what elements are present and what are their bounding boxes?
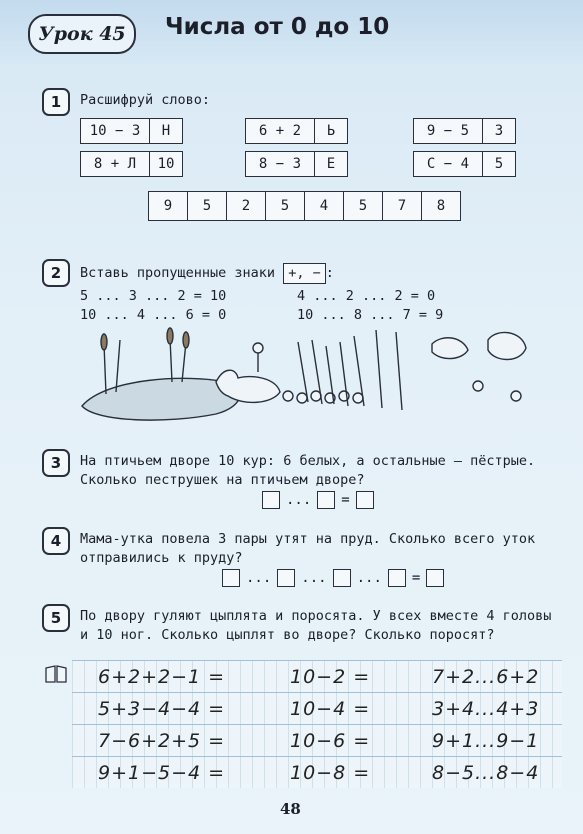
handwritten-expression: 10−4 = [290, 698, 371, 720]
cipher-expression: 8 + Л [93, 156, 137, 172]
handwritten-comparison: 3+4...4+3 [432, 698, 540, 720]
handwritten-expression: 5+3−4−4 = [98, 698, 226, 720]
dots: ... [286, 492, 312, 508]
task-number-3: 3 [42, 449, 70, 477]
task1-prompt: Расшифруй слово: [80, 92, 211, 108]
signs-box: +, − [283, 263, 326, 284]
answer-cell[interactable]: 5 [343, 192, 382, 220]
answer-box[interactable] [222, 569, 240, 587]
cipher-expression: С − 4 [426, 156, 470, 172]
cipher-expression: 10 − 3 [89, 123, 141, 139]
ducklings [283, 391, 363, 403]
dots: ... [356, 570, 382, 586]
cipher-card [80, 118, 183, 144]
answer-box[interactable] [262, 491, 280, 509]
task2-prompt [80, 263, 334, 284]
cipher-card [80, 151, 183, 177]
answer-box[interactable] [356, 491, 374, 509]
missing-signs-line: 10 ... 4 ... 6 = 0 [80, 307, 227, 323]
answer-cell[interactable]: 9 [163, 198, 173, 214]
answer-cell[interactable]: 7 [382, 192, 421, 220]
answer-box[interactable] [388, 569, 406, 587]
lesson-badge: Урок 45 [28, 14, 136, 54]
answer-cell[interactable]: 2 [226, 192, 265, 220]
task5-line2: и 10 ног. Сколько цыплят во дворе? Сколько поросят? [80, 627, 495, 643]
cipher-expression: 9 − 5 [426, 123, 470, 139]
answer-cell[interactable]: 5 [265, 192, 304, 220]
task-number-1: 1 [42, 88, 70, 116]
task2-prompt-text: Вставь пропущенные знаки [80, 265, 276, 281]
hen [432, 338, 468, 359]
task3-line1: На птичьем дворе 10 кур: 6 белых, а остальные — пёстрые. [80, 453, 536, 469]
equals-sign: = [411, 570, 421, 586]
handwritten-comparison: 7+2...6+2 [432, 666, 540, 688]
chick [511, 391, 521, 401]
task4-line1: Мама-утка повела 3 пары утят на пруд. Сколько всего уток [80, 531, 536, 547]
page-title: Числа от 0 до 10 [165, 14, 390, 40]
answer-grid [148, 191, 461, 221]
answer-cell[interactable]: 8 [421, 192, 460, 220]
missing-signs-line: 5 ... 3 ... 2 = 10 [80, 288, 227, 304]
answer-cell[interactable]: 4 [304, 192, 343, 220]
cipher-letter: З [482, 119, 515, 143]
answer-box[interactable] [317, 491, 335, 509]
cipher-card [245, 151, 348, 177]
handwritten-expression: 7−6+2+5 = [98, 730, 226, 752]
cipher-card [245, 118, 348, 144]
cipher-letter: Н [149, 119, 182, 143]
missing-signs-line: 10 ... 8 ... 7 = 9 [297, 307, 444, 323]
chick [473, 381, 483, 391]
task4-answer-equation [222, 569, 444, 587]
handwritten-expression: 6+2+2−1 = [98, 666, 226, 688]
answer-cell[interactable]: 5 [187, 192, 226, 220]
cipher-card [413, 151, 516, 177]
task-number-4: 4 [42, 527, 70, 555]
book-icon [44, 664, 68, 684]
answer-box[interactable] [333, 569, 351, 587]
missing-signs-line: 4 ... 2 ... 2 = 0 [297, 288, 436, 304]
cipher-letter: 10 [149, 152, 182, 176]
equals-sign: = [341, 492, 350, 508]
handwritten-comparison: 8−5...8−4 [432, 762, 540, 784]
cipher-letter: Е [314, 152, 347, 176]
colon: : [325, 265, 334, 281]
cipher-letter: 5 [482, 152, 515, 176]
task5-line1: По двору гуляют цыплята и поросята. У всех вместе 4 головы [80, 608, 552, 624]
cipher-letter: Ь [314, 119, 347, 143]
task3-answer-equation [262, 491, 374, 509]
handwritten-comparison: 9+1...9−1 [432, 730, 540, 752]
task3-line2: Сколько пеструшек на птичьем дворе? [80, 472, 365, 488]
cipher-expression: 6 + 2 [258, 123, 302, 139]
handwritten-expression: 10−2 = [290, 666, 371, 688]
cipher-expression: 8 − 3 [258, 156, 302, 172]
flower [253, 343, 263, 353]
farmyard-illustration [76, 322, 546, 426]
handwritten-expression: 10−8 = [290, 762, 371, 784]
task-number-5: 5 [42, 604, 70, 632]
cipher-card [413, 118, 516, 144]
handwritten-expression: 9+1−5−4 = [98, 762, 226, 784]
page-number: 48 [280, 800, 301, 818]
task-number-2: 2 [42, 259, 70, 287]
dots: ... [246, 570, 272, 586]
pig [488, 332, 526, 359]
dots: ... [301, 570, 327, 586]
answer-box[interactable] [277, 569, 295, 587]
answer-box[interactable] [426, 569, 444, 587]
handwritten-expression: 10−6 = [290, 730, 371, 752]
task4-line2: отправились к пруду? [80, 550, 243, 566]
